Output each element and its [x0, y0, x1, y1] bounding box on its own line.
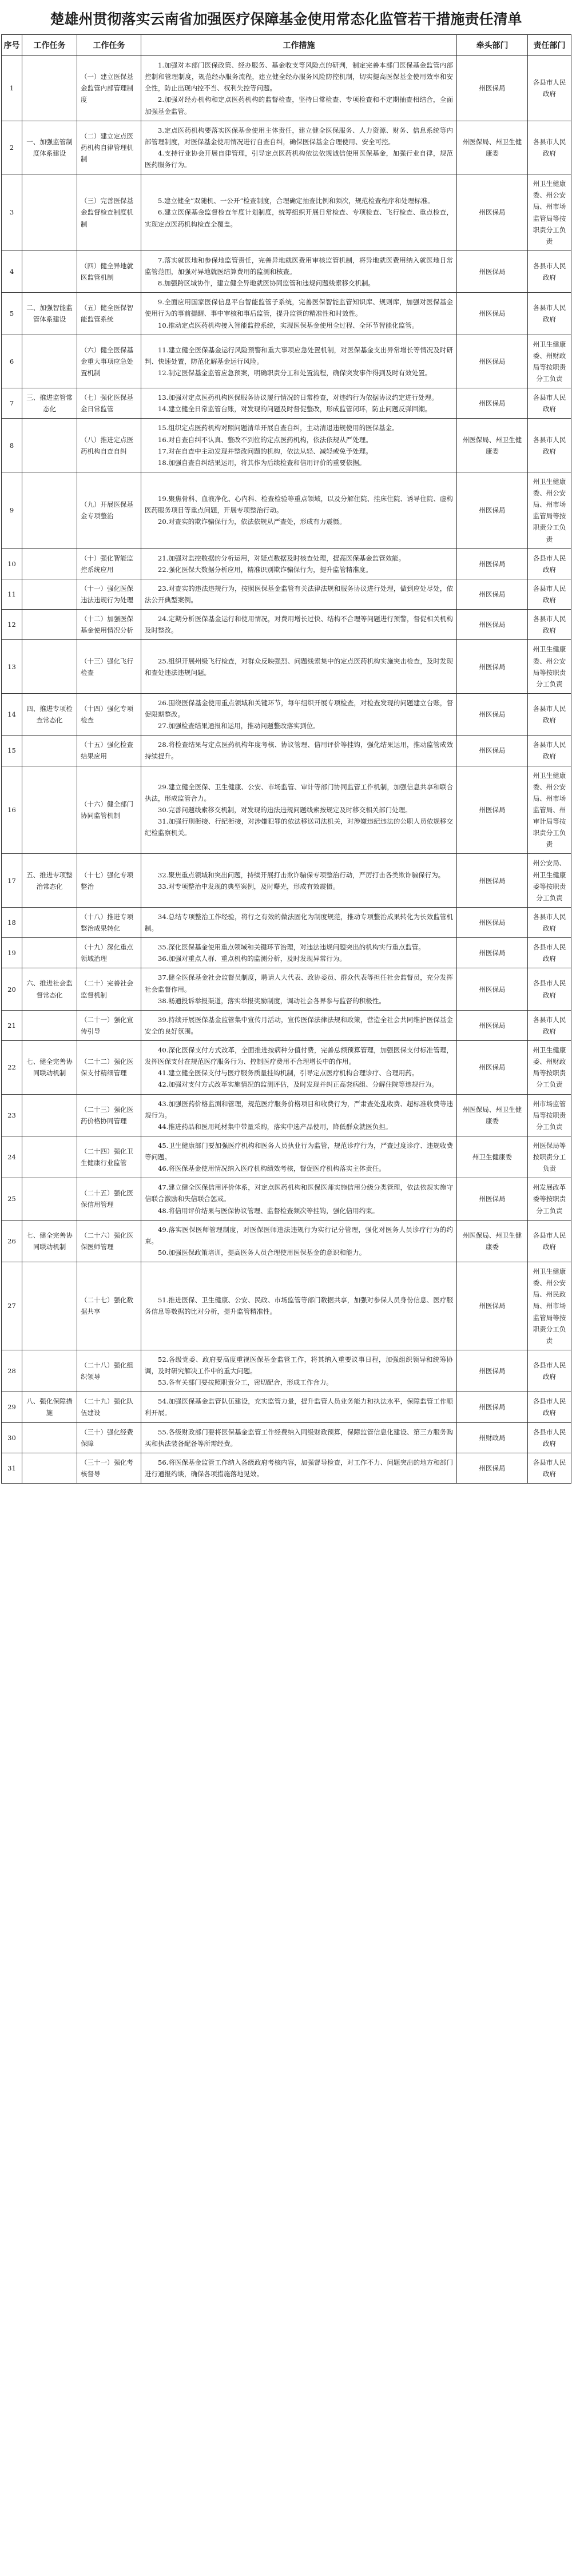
row-subtask: （二十六）强化医保医师管理: [77, 1220, 141, 1262]
row-subtask: （十六）健全部门协同监管机制: [77, 766, 141, 854]
row-resp-dept: 州市场监管局等按职责分工负责: [528, 1094, 571, 1136]
row-lead-dept: 州医保局、州卫生健康委: [457, 1220, 528, 1262]
action-item: 23.对查实的违法违规行为，按照医保基金监管有关法律法规和服务协议进行处理，做到应处尽处，依法公开典型案例。: [145, 584, 453, 604]
row-resp-dept: 州医保局等按职责分工负责: [528, 1136, 571, 1178]
row-actions: [141, 1136, 457, 1178]
row-lead-dept: 州医保局: [457, 335, 528, 388]
row-number: 25: [2, 1178, 22, 1220]
action-item: 24.定期分析医保基金运行和使用情况，对费用增长过快、结构不合理等问题进行预警，督促相关机构及时整改。: [145, 615, 453, 635]
row-lead-dept: 州医保局: [457, 968, 528, 1010]
row-task: 五、推进专项整治常态化: [22, 854, 77, 908]
table-row: [2, 1392, 571, 1422]
row-task: 二、加强智能监管体系建设: [22, 293, 77, 335]
action-item: 18.加强自查自纠结果运用，将其作为后续检查和信用评价的重要依据。: [158, 458, 366, 467]
row-resp-dept: 各县市人民政府: [528, 736, 571, 766]
row-lead-dept: 州医保局: [457, 1178, 528, 1220]
table-row: [2, 121, 571, 174]
row-lead-dept: 州医保局: [457, 293, 528, 335]
action-item: 29.建立健全医保、卫生健康、公安、市场监管、审计等部门协同监管工作机制，加强信息共享和联合执法，形成监管合力。: [145, 782, 453, 802]
row-task: [22, 1178, 77, 1220]
row-task: [22, 610, 77, 640]
row-subtask: （十七）强化专项整治: [77, 854, 141, 908]
row-resp-dept: 各县市人民政府: [528, 1422, 571, 1453]
row-lead-dept: 州医保局: [457, 548, 528, 579]
row-task: [22, 472, 77, 548]
action-item: 4.支持行业协会开展自律管理，引导定点医药机构依法依规诚信使用医保基金，加强行业自律，规范医药服务行为。: [145, 149, 453, 169]
row-subtask: （二十一）强化宣传引导: [77, 1010, 141, 1040]
row-task: [22, 766, 77, 854]
row-actions: [141, 388, 457, 419]
row-lead-dept: 州医保局: [457, 579, 528, 609]
table-row: [2, 1422, 571, 1453]
row-actions: [141, 854, 457, 908]
row-number: 3: [2, 174, 22, 251]
action-item: 36.加强对重点人群、重点机构的监测分析，及时发现异常行为。: [158, 955, 346, 963]
action-item: 55.各级财政部门要将医保基金监管工作经费纳入同级财政预算，保障监管信息化建设、第三方服务购买和执法装备配备等所需经费。: [145, 1428, 453, 1448]
table-row: [2, 1136, 571, 1178]
row-number: 12: [2, 610, 22, 640]
row-subtask: （十五）强化检查结果应用: [77, 736, 141, 766]
action-item: 28.将检查结果与定点医药机构年度考核、协议管理、信用评价等挂钩，强化结果运用，推动监管成效持续提升。: [145, 741, 453, 761]
row-actions: [141, 610, 457, 640]
row-number: 18: [2, 907, 22, 937]
action-item: 12.制定医保基金监管应急预案，明确职责分工和处置流程，确保突发事件得到及时有效处置。: [158, 368, 432, 377]
row-task: 六、推进社会监督常态化: [22, 968, 77, 1010]
row-actions: [141, 56, 457, 121]
row-task: [22, 1262, 77, 1350]
row-actions: [141, 736, 457, 766]
action-item: 7.落实就医地和参保地监管责任，完善异地就医费用审核监管机制，将异地就医费用纳入就医地日常监管范围，加强对异地就医结算费用的监测和核查。: [145, 256, 453, 276]
action-item: 15.组织定点医药机构对照问题清单开展自查自纠，主动清退违规使用的医保基金。: [158, 424, 399, 432]
row-actions: [141, 579, 457, 609]
action-item: 26.围绕医保基金使用重点领域和关键环节，每年组织开展专项检查，对检查发现的问题建立台账，督促限期整改。: [145, 698, 453, 718]
row-lead-dept: 州医保局: [457, 1392, 528, 1422]
action-item: 51.推进医保、卫生健康、公安、民政、市场监管等部门数据共享，加强对参保人员身份信息、医疗服务信息等数据的比对分析，提升监管精准性。: [145, 1296, 453, 1316]
row-resp-dept: 各县市人民政府: [528, 548, 571, 579]
row-resp-dept: 州公安局、州卫生健康委等按职责分工负责: [528, 854, 571, 908]
row-lead-dept: 州医保局: [457, 251, 528, 292]
row-subtask: （二十九）强化队伍建设: [77, 1392, 141, 1422]
table-row: [2, 736, 571, 766]
row-number: 6: [2, 335, 22, 388]
row-task: [22, 174, 77, 251]
row-resp-dept: 各县市人民政府: [528, 693, 571, 735]
row-task: 八、强化保障措施: [22, 1392, 77, 1422]
row-task: [22, 419, 77, 472]
row-task: [22, 548, 77, 579]
row-subtask: （六）健全医保基金重大事项应急处置机制: [77, 335, 141, 388]
row-subtask: （五）健全医保智能监管系统: [77, 293, 141, 335]
row-subtask: （十）强化智能监控系统应用: [77, 548, 141, 579]
row-resp-dept: 各县市人民政府: [528, 579, 571, 609]
table-row: [2, 335, 571, 388]
action-item: 22.强化医保大数据分析应用，精准识别欺诈骗保行为，提升监管精准度。: [158, 565, 372, 574]
row-resp-dept: 州卫生健康委、州公安局、州民政局、州市场监管局等按职责分工负责: [528, 1262, 571, 1350]
action-item: 17.对在自查中主动发现并整改问题的机构，依法从轻、减轻或免予处理。: [158, 447, 372, 455]
row-lead-dept: 州医保局: [457, 1041, 528, 1095]
row-number: 16: [2, 766, 22, 854]
table-row: [2, 419, 571, 472]
row-subtask: （十八）推进专项整治成果转化: [77, 907, 141, 937]
row-lead-dept: 州医保局、州卫生健康委: [457, 1094, 528, 1136]
row-task: [22, 1136, 77, 1178]
action-item: 19.聚焦骨科、血液净化、心内科、检查检验等重点领域，以及分解住院、挂床住院、诱导住院、虚构医药服务项目等重点问题，开展专项整治行动。: [145, 495, 453, 515]
row-task: [22, 579, 77, 609]
header-action: 工作措施: [141, 35, 457, 56]
row-lead-dept: 州财政局: [457, 1422, 528, 1453]
action-item: 27.加强检查结果通报和运用，推动问题整改落实到位。: [158, 722, 320, 730]
action-item: 52.各级党委、政府要高度重视医保基金监管工作，将其纳入重要议事日程，加强组织领导和统筹协调，及时研究解决工作中的重大问题。: [145, 1355, 453, 1375]
row-subtask: （十九）深化重点领域治理: [77, 938, 141, 968]
action-item: 1.加强对本部门医保政策、经办服务、基金收支等风险点的研判，制定完善本部门医保基金监管内部控制和管理制度，规范经办服务流程，建立健全经办服务风险防控机制，切实提高医保基金使用效率和安全性，防止出现内控不当、权利失控等问题。: [145, 61, 453, 93]
row-resp-dept: 各县市人民政府: [528, 610, 571, 640]
row-number: 8: [2, 419, 22, 472]
row-number: 19: [2, 938, 22, 968]
action-item: 45.卫生健康部门要加强医疗机构和医务人员执业行为监管，规范诊疗行为，严查过度诊疗、违规收费等问题。: [145, 1141, 453, 1161]
row-lead-dept: 州医保局: [457, 938, 528, 968]
row-task: [22, 938, 77, 968]
row-subtask: （二）建立定点医药机构自律管理机制: [77, 121, 141, 174]
row-subtask: （二十三）强化医药价格协同管理: [77, 1094, 141, 1136]
table-row: [2, 1453, 571, 1483]
row-task: [22, 56, 77, 121]
row-lead-dept: 州医保局: [457, 736, 528, 766]
row-lead-dept: 州医保局: [457, 388, 528, 419]
row-resp-dept: 各县市人民政府: [528, 1220, 571, 1262]
row-lead-dept: 州医保局: [457, 610, 528, 640]
action-item: 21.加强对监控数据的分析运用，对疑点数据及时核查处理，提高医保基金监管效能。: [158, 554, 406, 562]
table-row: [2, 1178, 571, 1220]
row-lead-dept: 州医保局、州卫生健康委: [457, 419, 528, 472]
row-number: 15: [2, 736, 22, 766]
table-row: [2, 293, 571, 335]
action-item: 38.畅通投诉举报渠道，落实举报奖励制度，调动社会各界参与监督的积极性。: [158, 996, 386, 1005]
row-actions: [141, 548, 457, 579]
row-subtask: （二十）完善社会监督机制: [77, 968, 141, 1010]
row-number: 10: [2, 548, 22, 579]
row-number: 17: [2, 854, 22, 908]
row-resp-dept: 各县市人民政府: [528, 1392, 571, 1422]
row-task: [22, 736, 77, 766]
action-item: 8.加强跨区域协作，建立健全异地就医协同监管和违规问题线索移交机制。: [158, 279, 375, 288]
row-number: 23: [2, 1094, 22, 1136]
row-subtask: （十一）强化医保违法违规行为处理: [77, 579, 141, 609]
table-row: [2, 251, 571, 292]
row-actions: [141, 1453, 457, 1483]
row-actions: [141, 335, 457, 388]
table-row: [2, 1262, 571, 1350]
row-resp-dept: 州卫生健康委、州公安局、州市场监管局等按职责分工负责: [528, 174, 571, 251]
row-resp-dept: 州卫生健康委、州公安局等按职责分工负责: [528, 640, 571, 694]
row-lead-dept: 州医保局: [457, 854, 528, 908]
row-task: [22, 1422, 77, 1453]
action-item: 56.将医保基金监管工作纳入各级政府考核内容，加强督导检查，对工作不力、问题突出的地方和部门进行通报约谈，确保各项措施落地见效。: [145, 1458, 453, 1478]
row-task: 四、推进专项检查常态化: [22, 693, 77, 735]
row-actions: [141, 1041, 457, 1095]
row-actions: [141, 640, 457, 694]
action-item: 43.加强医药价格监测和管理，规范医疗服务价格项目和收费行为，严肃查处乱收费、超标准收费等违规行为。: [145, 1099, 453, 1119]
row-resp-dept: 各县市人民政府: [528, 56, 571, 121]
row-resp-dept: 各县市人民政府: [528, 938, 571, 968]
row-actions: [141, 1178, 457, 1220]
row-resp-dept: 州卫生健康委、州财政局等按职责分工负责: [528, 1041, 571, 1095]
row-subtask: （三十一）强化考核督导: [77, 1453, 141, 1483]
table-row: [2, 854, 571, 908]
row-lead-dept: 州医保局: [457, 907, 528, 937]
row-lead-dept: 州医保局: [457, 174, 528, 251]
row-lead-dept: 州医保局、州卫生健康委: [457, 121, 528, 174]
action-item: 54.加强医保基金监管队伍建设，充实监管力量，提升监管人员业务能力和执法水平，保障监管工作顺利开展。: [145, 1397, 453, 1417]
action-item: 37.健全医保基金社会监督员制度，聘请人大代表、政协委员、群众代表等担任社会监督员，充分发挥社会监督作用。: [145, 973, 453, 993]
row-task: [22, 1010, 77, 1040]
row-subtask: （三十）强化经费保障: [77, 1422, 141, 1453]
action-item: 30.完善问题线索移交机制，对发现的违法违规问题线索按规定及时移交相关部门处理。: [158, 805, 412, 814]
row-task: [22, 1453, 77, 1483]
row-actions: [141, 251, 457, 292]
row-actions: [141, 293, 457, 335]
table-row: [2, 1220, 571, 1262]
table-row: [2, 938, 571, 968]
row-number: 30: [2, 1422, 22, 1453]
row-actions: [141, 1350, 457, 1392]
row-resp-dept: 各县市人民政府: [528, 419, 571, 472]
row-number: 11: [2, 579, 22, 609]
row-lead-dept: 州医保局: [457, 1350, 528, 1392]
table-row: [2, 548, 571, 579]
row-number: 28: [2, 1350, 22, 1392]
row-subtask: （三）完善医保基金监督检查制度机制: [77, 174, 141, 251]
row-number: 31: [2, 1453, 22, 1483]
row-subtask: （二十四）强化卫生健康行业监管: [77, 1136, 141, 1178]
action-item: 44.推进药品和医用耗材集中带量采购，落实中选产品使用，降低群众就医负担。: [158, 1122, 392, 1131]
row-number: 4: [2, 251, 22, 292]
row-number: 7: [2, 388, 22, 419]
row-resp-dept: 各县市人民政府: [528, 251, 571, 292]
row-number: 24: [2, 1136, 22, 1178]
action-item: 35.深化医保基金使用重点领域和关键环节治理，对违法违规问题突出的机构实行重点监管。: [158, 943, 425, 952]
row-task: [22, 1350, 77, 1392]
row-subtask: （二十二）强化医保支付精细管理: [77, 1041, 141, 1095]
row-number: 14: [2, 693, 22, 735]
table-row: [2, 472, 571, 548]
row-actions: [141, 419, 457, 472]
row-subtask: （二十五）强化医保信用管理: [77, 1178, 141, 1220]
row-actions: [141, 121, 457, 174]
action-item: 6.建立医保基金监督检查年度计划制度，统筹组织开展日常检查、专项检查、飞行检查、重点检查，实现定点医药机构检查全覆盖。: [145, 208, 453, 228]
action-item: 32.聚焦重点领域和突出问题，持续开展打击欺诈骗保专项整治行动，严厉打击各类欺诈骗保行为。: [158, 870, 445, 879]
table-row: [2, 1350, 571, 1392]
table-body: [2, 56, 571, 1484]
action-item: 14.建立健全日常监管台账，对发现的问题及时督促整改，形成监管闭环，防止问题反弹回潮。: [158, 405, 432, 414]
action-item: 25.组织开展州级飞行检查，对群众反映强烈、问题线索集中的定点医药机构实施突击检查，及时发现和查处违法违规问题。: [145, 657, 453, 677]
row-lead-dept: 州医保局: [457, 472, 528, 548]
action-item: 3.定点医药机构要落实医保基金使用主体责任，建立健全医保服务、人力资源、财务、信息系统等内部管理制度，对医保基金使用情况进行自查自纠，确保医保基金合理使用、安全可控。: [145, 126, 453, 146]
table-row: [2, 174, 571, 251]
row-number: 22: [2, 1041, 22, 1095]
action-item: 11.建立健全医保基金运行风险预警和重大事项应急处置机制，对医保基金支出异常增长等情况及时研判、快速处置，防范化解基金运行风险。: [145, 345, 453, 365]
action-item: 48.将信用评价结果与医保协议管理、监督检查频次等挂钩，强化信用约束。: [158, 1206, 379, 1215]
row-actions: [141, 1010, 457, 1040]
table-row: [2, 693, 571, 735]
row-number: 13: [2, 640, 22, 694]
row-resp-dept: 各县市人民政府: [528, 1453, 571, 1483]
row-number: 20: [2, 968, 22, 1010]
row-subtask: （十二）加强医保基金使用情况分析: [77, 610, 141, 640]
row-resp-dept: 州卫生健康委、州公安局、州市场监管局、州审计局等按职责分工负责: [528, 766, 571, 854]
action-item: 13.加强对定点医药机构医保服务协议履行情况的日常检查，对违约行为依据协议约定进行处理。: [158, 393, 438, 402]
row-resp-dept: 州卫生健康委、州财政局等按职责分工负责: [528, 335, 571, 388]
action-item: 9.全面应用国家医保信息平台智能监管子系统，完善医保智能监管知识库、规则库，加强对医保基金使用行为的事前提醒、事中审核和事后监管，提升监管的精准性和时效性。: [145, 298, 453, 318]
action-item: 50.加强医保政策培训，提高医务人员合理使用医保基金的意识和能力。: [158, 1248, 366, 1257]
row-actions: [141, 766, 457, 854]
row-lead-dept: 州医保局: [457, 1262, 528, 1350]
header-lead: 牵头部门: [457, 35, 528, 56]
row-subtask: （九）开展医保基金专项整治: [77, 472, 141, 548]
row-actions: [141, 174, 457, 251]
table-row: [2, 1094, 571, 1136]
table-row: [2, 968, 571, 1010]
table-row: [2, 1010, 571, 1040]
document-title: 楚雄州贯彻落实云南省加强医疗保障基金使用常态化监管若干措施责任清单: [50, 11, 522, 27]
header-subtask: 工作任务: [77, 35, 141, 56]
row-task: [22, 335, 77, 388]
row-lead-dept: 州医保局: [457, 1010, 528, 1040]
row-actions: [141, 938, 457, 968]
row-lead-dept: 州医保局: [457, 693, 528, 735]
row-resp-dept: 各县市人民政府: [528, 968, 571, 1010]
row-task: [22, 640, 77, 694]
row-task: 一、加强监管制度体系建设: [22, 121, 77, 174]
action-item: 46.将医保基金使用情况纳入医疗机构绩效考核，督促医疗机构落实主体责任。: [158, 1164, 386, 1173]
table-row: [2, 579, 571, 609]
row-task: 七、健全完善协同联动机制: [22, 1041, 77, 1095]
table-header-row: [2, 35, 571, 56]
row-task: 三、推进监管常态化: [22, 388, 77, 419]
row-resp-dept: 各县市人民政府: [528, 388, 571, 419]
table-row: [2, 56, 571, 121]
action-item: 39.持续开展医保基金监管集中宣传月活动，宣传医保法律法规和政策，营造全社会共同维护医保基金安全的良好氛围。: [145, 1015, 453, 1035]
row-actions: [141, 1094, 457, 1136]
action-item: 40.深化医保支付方式改革，全面推进按病种分值付费，完善总额预算管理，加强医保支付标准管理，发挥医保支付在规范医疗服务行为、控制医疗费用不合理增长中的作用。: [145, 1046, 453, 1066]
row-lead-dept: 州卫生健康委: [457, 1136, 528, 1178]
table-row: [2, 907, 571, 937]
header-dept: 责任部门: [528, 35, 571, 56]
row-number: 26: [2, 1220, 22, 1262]
row-resp-dept: 各县市人民政府: [528, 1010, 571, 1040]
action-item: 2.加强对经办机构和定点医药机构的监督检查，坚持日常检查、专项检查和不定期抽查相结合，全面加强基金监管。: [145, 96, 453, 116]
action-item: 49.落实医保医师管理制度，对医保医师违法违规行为实行记分管理，强化对医务人员诊疗行为的约束。: [145, 1225, 453, 1245]
row-actions: [141, 907, 457, 937]
row-subtask: （二十七）强化数据共享: [77, 1262, 141, 1350]
row-number: 5: [2, 293, 22, 335]
row-lead-dept: 州医保局: [457, 56, 528, 121]
row-subtask: （十四）强化专项检查: [77, 693, 141, 735]
row-task: [22, 907, 77, 937]
row-number: 21: [2, 1010, 22, 1040]
row-resp-dept: 各县市人民政府: [528, 907, 571, 937]
row-number: 2: [2, 121, 22, 174]
row-task: 七、健全完善协同联动机制: [22, 1220, 77, 1262]
table-row: [2, 766, 571, 854]
row-actions: [141, 472, 457, 548]
row-task: [22, 1094, 77, 1136]
action-item: 20.对查实的欺诈骗保行为，依法依规从严查处，形成有力震慑。: [158, 518, 346, 526]
action-item: 16.对自查自纠不认真、整改不到位的定点医药机构，依法依规从严处理。: [158, 435, 372, 444]
row-actions: [141, 693, 457, 735]
row-lead-dept: 州医保局: [457, 1453, 528, 1483]
table-row: [2, 610, 571, 640]
row-actions: [141, 1422, 457, 1453]
row-resp-dept: 各县市人民政府: [528, 293, 571, 335]
row-subtask: （八）推进定点医药机构自查自纠: [77, 419, 141, 472]
action-item: 33.对专项整治中发现的典型案例，及时曝光，形成有效震慑。: [158, 882, 340, 891]
row-resp-dept: 各县市人民政府: [528, 1350, 571, 1392]
row-actions: [141, 1220, 457, 1262]
action-item: 31.加强行刑衔接、行纪衔接，对涉嫌犯罪的依法移送司法机关，对涉嫌违纪违法的公职人员依规移交纪检监察机关。: [145, 817, 453, 837]
responsibility-table: [1, 34, 571, 1484]
action-item: 10.推动定点医药机构接入智能监控系统，实现医保基金使用全过程、全环节智能化监管。: [158, 321, 419, 329]
row-number: 29: [2, 1392, 22, 1422]
row-subtask: （七）强化医保基金日常监管: [77, 388, 141, 419]
row-actions: [141, 968, 457, 1010]
action-item: 41.建立健全医保支付与医疗服务质量挂钩机制，引导定点医疗机构合理诊疗、合理用药。: [158, 1069, 419, 1078]
row-number: 27: [2, 1262, 22, 1350]
table-row: [2, 388, 571, 419]
row-actions: [141, 1392, 457, 1422]
row-subtask: （十三）强化飞行检查: [77, 640, 141, 694]
row-subtask: （二十八）强化组织领导: [77, 1350, 141, 1392]
action-item: 53.各有关部门要按照职责分工，密切配合，形成工作合力。: [158, 1378, 333, 1387]
header-no: 序号: [2, 35, 22, 56]
row-actions: [141, 1262, 457, 1350]
table-row: [2, 1041, 571, 1095]
row-resp-dept: 州卫生健康委、州公安局、州市场监管局等按职责分工负责: [528, 472, 571, 548]
header-task: 工作任务: [22, 35, 77, 56]
row-number: 1: [2, 56, 22, 121]
row-resp-dept: 州发展改革委等按职责分工负责: [528, 1178, 571, 1220]
action-item: 47.建立健全医保信用评价体系，对定点医药机构和医保医师实施信用分级分类管理，依法依规实施守信联合激励和失信联合惩戒。: [145, 1183, 453, 1203]
action-item: 5.建立健全“双随机、一公开”检查制度，合理确定抽查比例和频次，规范检查程序和处理标准。: [158, 197, 434, 205]
row-subtask: （四）健全异地就医监管机制: [77, 251, 141, 292]
row-task: [22, 251, 77, 292]
row-number: 9: [2, 472, 22, 548]
row-resp-dept: 各县市人民政府: [528, 121, 571, 174]
row-lead-dept: 州医保局: [457, 640, 528, 694]
table-row: [2, 640, 571, 694]
row-lead-dept: 州医保局: [457, 766, 528, 854]
action-item: 42.加强对支付方式改革实施情况的监测评估，及时发现并纠正高套病组、分解住院等违规行为。: [158, 1080, 438, 1089]
action-item: 34.总结专项整治工作经验，将行之有效的做法固化为制度规范，推动专项整治成果转化为长效监管机制。: [145, 912, 453, 932]
row-subtask: （一）建立医保基金监管内部管理制度: [77, 56, 141, 121]
